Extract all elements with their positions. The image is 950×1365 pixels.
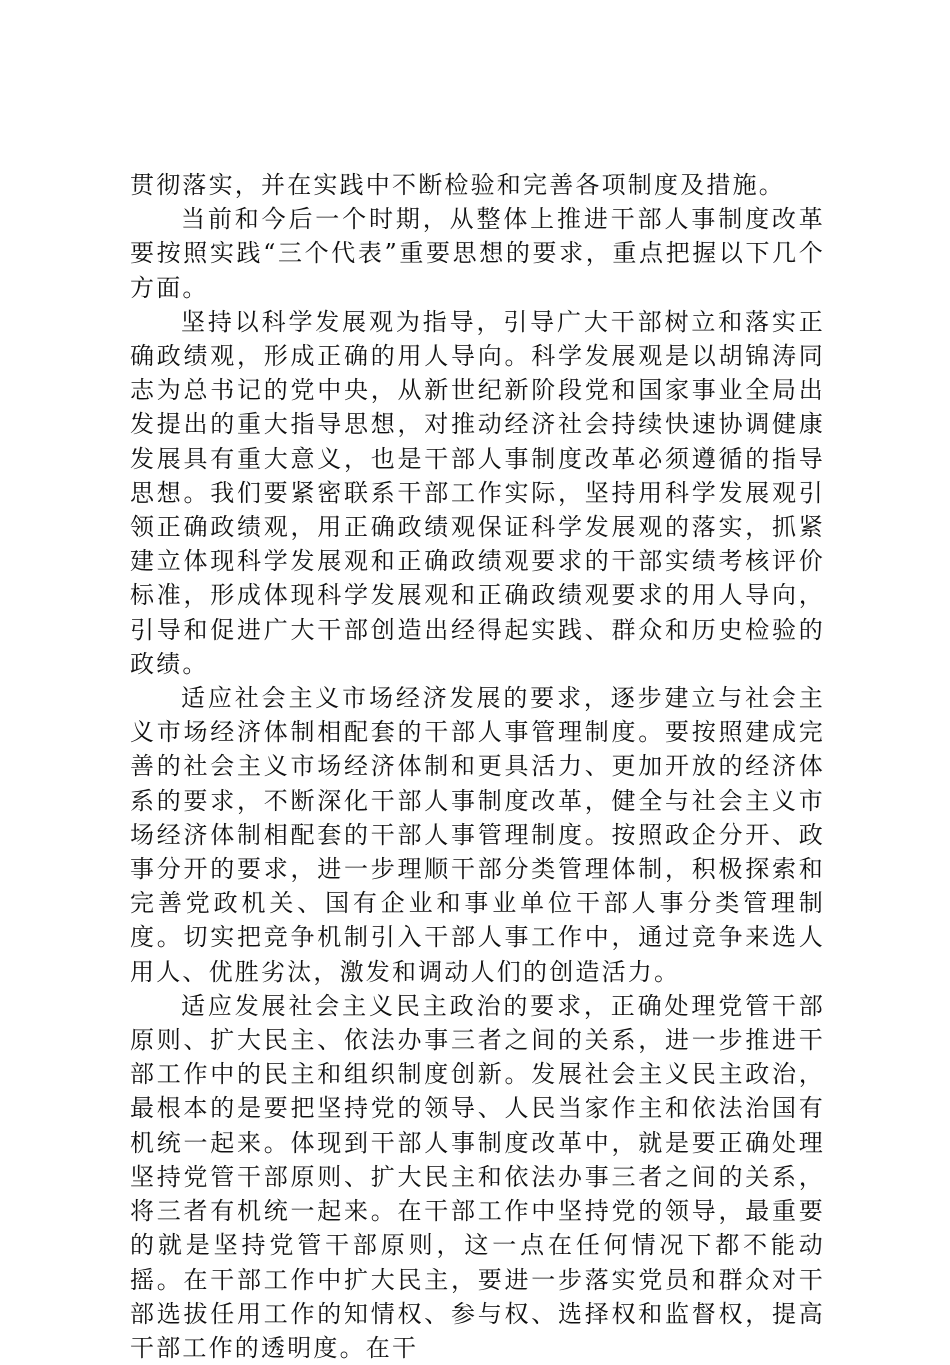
paragraph-2: 当前和今后一个时期，从整体上推进干部人事制度改革要按照实践“三个代表”重要思想的要求，重点把握以下几个方面。 — [130, 205, 825, 302]
paragraph-3: 坚持以科学发展观为指导，引导广大干部树立和落实正确政绩观，形成正确的用人导向。科学发展观是以胡锦涛同志为总书记的党中央，从新世纪新阶段党和国家事业全局出发提出的重大指导思想，对推动经济社会持续快速协调健康发展具有重大意义，也是干部人事制度改革必须遵循的指导思想。我们要紧密联系干部工作实际，坚持用科学发展观引领正确政绩观，用正确政绩观保证科学发展观的落实，抓紧建立体现科学发展观和正确政绩观要求的干部实绩考核评价标准，形成体现科学发展观和正确政绩观要求的用人导向，引导和促进广大干部创造出经得起实践、群众和历史检验的政绩。 — [130, 307, 825, 678]
paragraph-4: 适应社会主义市场经济发展的要求，逐步建立与社会主义市场经济体制相配套的干部人事管理制度。要按照建成完善的社会主义市场经济体制和更具活力、更加开放的经济体系的要求，不断深化干部人事制度改革，健全与社会主义市场经济体制相配套的干部人事管理制度。按照政企分开、政事分开的要求，进一步理顺干部分类管理体制，积极探索和完善党政机关、国有企业和事业单位干部人事分类管理制度。切实把竞争机制引入干部人事工作中，通过竞争来选人用人、优胜劣汰，激发和调动人们的创造活力。 — [130, 684, 825, 986]
paragraph-1: 贯彻落实，并在实践中不断检验和完善各项制度及措施。 — [130, 171, 785, 199]
document-page — [130, 168, 825, 1365]
paragraph-5: 适应发展社会主义民主政治的要求，正确处理党管干部原则、扩大民主、依法办事三者之间的关系，进一步推进干部工作中的民主和组织制度创新。发展社会主义民主政治，最根本的是要把坚持党的领导、人民当家作主和依法治国有机统一起来。体现到干部人事制度改革中，就是要正确处理坚持党管干部原则、扩大民主和依法办事三者之间的关系，将三者有机统一起来。在干部工作中坚持党的领导，最重要的就是坚持党管干部原则，这一点在任何情况下都不能动摇。在干部工作中扩大民主，要进一步落实党员和群众对干部选拔任用工作的知情权、参与权、选择权和监督权，提高干部工作的透明度。在干 — [130, 991, 825, 1362]
